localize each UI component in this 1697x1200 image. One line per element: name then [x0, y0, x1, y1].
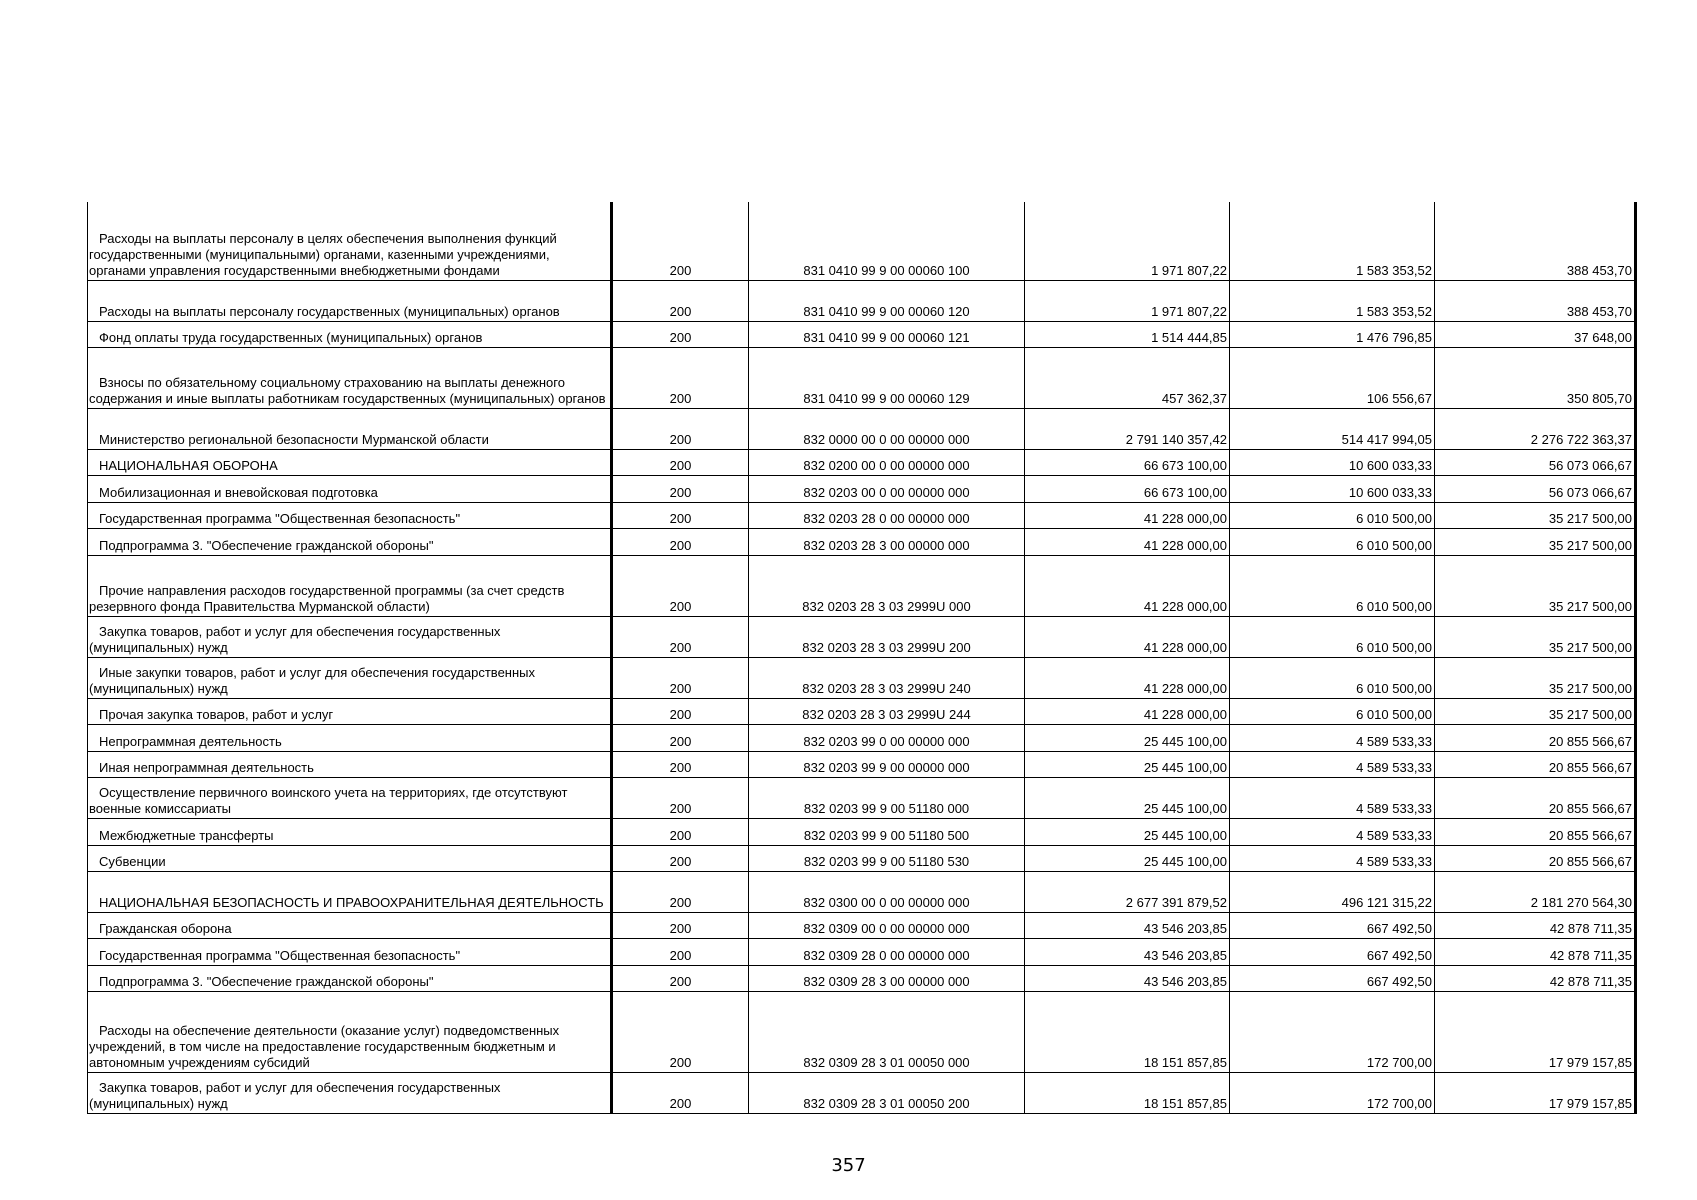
executed-amount-cell: 172 700,00 — [1230, 1072, 1435, 1113]
unexecuted-amount-cell: 20 855 566,67 — [1435, 845, 1636, 871]
line-code-cell: 200 — [612, 657, 749, 698]
row-name-cell — [88, 991, 612, 1072]
row-name-text: Осуществление первичного воинского учета на территориях, где отсутствуют военные комиссариаты — [89, 784, 568, 816]
approved-amount-cell: 1 514 444,85 — [1025, 321, 1230, 347]
table-row — [88, 818, 1636, 845]
line-code-cell: 200 — [612, 321, 749, 347]
row-name-text: Мобилизационная и вневойсковая подготовка — [99, 484, 378, 500]
approved-amount-cell: 25 445 100,00 — [1025, 845, 1230, 871]
unexecuted-amount-cell: 20 855 566,67 — [1435, 724, 1636, 751]
table-row — [88, 555, 1636, 616]
page-number: 357 — [831, 1155, 866, 1176]
unexecuted-amount-cell: 35 217 500,00 — [1435, 657, 1636, 698]
unexecuted-amount-cell: 35 217 500,00 — [1435, 502, 1636, 528]
table-row — [88, 475, 1636, 502]
budget-code-cell: 831 0410 99 9 00 00060 120 — [749, 280, 1025, 321]
executed-amount-cell: 1 583 353,52 — [1230, 280, 1435, 321]
approved-amount-cell: 18 151 857,85 — [1025, 991, 1230, 1072]
row-name-text: Субвенции — [99, 853, 166, 869]
unexecuted-amount-cell: 350 805,70 — [1435, 347, 1636, 408]
unexecuted-amount-cell: 17 979 157,85 — [1435, 991, 1636, 1072]
executed-amount-cell: 6 010 500,00 — [1230, 528, 1435, 555]
line-code-cell: 200 — [612, 912, 749, 938]
unexecuted-amount-cell: 2 181 270 564,30 — [1435, 871, 1636, 912]
budget-table-sheet — [87, 202, 1635, 1114]
line-code-cell: 200 — [612, 818, 749, 845]
approved-amount-cell: 66 673 100,00 — [1025, 475, 1230, 502]
line-code-cell: 200 — [612, 938, 749, 965]
table-row — [88, 502, 1636, 528]
approved-amount-cell: 41 228 000,00 — [1025, 502, 1230, 528]
row-name-text: Гражданская оборона — [99, 920, 232, 936]
line-code-cell: 200 — [612, 991, 749, 1072]
budget-code-cell: 832 0203 00 0 00 00000 000 — [749, 475, 1025, 502]
unexecuted-amount-cell: 20 855 566,67 — [1435, 751, 1636, 777]
row-name-text: Расходы на выплаты персоналу в целях обеспечения выполнения функций государственными (муниципальными) органами, казенными учреждениями, органами управления государственными внебюджетными фондами — [89, 230, 557, 278]
row-name-text: Иные закупки товаров, работ и услуг для обеспечения государственных (муниципальных) нужд — [89, 664, 535, 696]
table-row — [88, 528, 1636, 555]
row-name-text: Расходы на выплаты персоналу государственных (муниципальных) органов — [99, 303, 560, 319]
row-name-text: Иная непрограммная деятельность — [99, 759, 314, 775]
line-code-cell: 200 — [612, 280, 749, 321]
budget-code-cell: 831 0410 99 9 00 00060 100 — [749, 202, 1025, 280]
executed-amount-cell: 4 589 533,33 — [1230, 777, 1435, 818]
table-row — [88, 845, 1636, 871]
budget-execution-table — [87, 202, 1637, 1114]
row-name-text: Прочая закупка товаров, работ и услуг — [99, 706, 334, 722]
unexecuted-amount-cell: 42 878 711,35 — [1435, 912, 1636, 938]
executed-amount-cell: 106 556,67 — [1230, 347, 1435, 408]
budget-code-cell: 832 0203 99 9 00 51180 500 — [749, 818, 1025, 845]
row-name-cell — [88, 698, 612, 724]
table-row — [88, 408, 1636, 449]
unexecuted-amount-cell: 35 217 500,00 — [1435, 528, 1636, 555]
row-name-text: Закупка товаров, работ и услуг для обеспечения государственных (муниципальных) нужд — [89, 1079, 501, 1111]
row-name-text: НАЦИОНАЛЬНАЯ ОБОРОНА — [99, 457, 278, 473]
approved-amount-cell: 25 445 100,00 — [1025, 724, 1230, 751]
row-name-cell — [88, 555, 612, 616]
table-row — [88, 912, 1636, 938]
approved-amount-cell: 43 546 203,85 — [1025, 912, 1230, 938]
row-name-cell — [88, 280, 612, 321]
unexecuted-amount-cell: 388 453,70 — [1435, 280, 1636, 321]
unexecuted-amount-cell: 35 217 500,00 — [1435, 555, 1636, 616]
row-name-text: Государственная программа "Общественная безопасность" — [99, 510, 461, 526]
table-row — [88, 1072, 1636, 1113]
table-row — [88, 938, 1636, 965]
executed-amount-cell: 514 417 994,05 — [1230, 408, 1435, 449]
budget-code-cell: 832 0000 00 0 00 00000 000 — [749, 408, 1025, 449]
approved-amount-cell: 43 546 203,85 — [1025, 938, 1230, 965]
approved-amount-cell: 2 791 140 357,42 — [1025, 408, 1230, 449]
budget-code-cell: 832 0309 28 3 00 00000 000 — [749, 965, 1025, 991]
approved-amount-cell: 2 677 391 879,52 — [1025, 871, 1230, 912]
line-code-cell: 200 — [612, 1072, 749, 1113]
line-code-cell: 200 — [612, 555, 749, 616]
executed-amount-cell: 6 010 500,00 — [1230, 555, 1435, 616]
budget-code-cell: 832 0203 28 3 03 2999U 244 — [749, 698, 1025, 724]
row-name-text: Межбюджетные трансферты — [99, 827, 274, 843]
budget-code-cell: 832 0309 28 3 01 00050 200 — [749, 1072, 1025, 1113]
budget-code-cell: 832 0203 28 3 03 2999U 240 — [749, 657, 1025, 698]
line-code-cell: 200 — [612, 475, 749, 502]
approved-amount-cell: 41 228 000,00 — [1025, 657, 1230, 698]
row-name-cell — [88, 845, 612, 871]
unexecuted-amount-cell: 35 217 500,00 — [1435, 698, 1636, 724]
executed-amount-cell: 6 010 500,00 — [1230, 502, 1435, 528]
row-name-text: Министерство региональной безопасности Мурманской области — [99, 431, 489, 447]
row-name-cell — [88, 965, 612, 991]
executed-amount-cell: 4 589 533,33 — [1230, 751, 1435, 777]
approved-amount-cell: 41 228 000,00 — [1025, 698, 1230, 724]
row-name-text: Подпрограмма 3. "Обеспечение гражданской обороны" — [99, 537, 434, 553]
approved-amount-cell: 43 546 203,85 — [1025, 965, 1230, 991]
table-body — [88, 202, 1636, 1113]
budget-code-cell: 831 0410 99 9 00 00060 129 — [749, 347, 1025, 408]
unexecuted-amount-cell: 20 855 566,67 — [1435, 818, 1636, 845]
budget-code-cell: 832 0203 99 9 00 51180 000 — [749, 777, 1025, 818]
row-name-cell — [88, 321, 612, 347]
executed-amount-cell: 667 492,50 — [1230, 965, 1435, 991]
executed-amount-cell: 6 010 500,00 — [1230, 657, 1435, 698]
row-name-cell — [88, 818, 612, 845]
row-name-cell — [88, 347, 612, 408]
budget-code-cell: 832 0203 28 3 03 2999U 200 — [749, 616, 1025, 657]
table-row — [88, 991, 1636, 1072]
line-code-cell: 200 — [612, 777, 749, 818]
approved-amount-cell: 18 151 857,85 — [1025, 1072, 1230, 1113]
line-code-cell: 200 — [612, 528, 749, 555]
unexecuted-amount-cell: 42 878 711,35 — [1435, 938, 1636, 965]
table-row — [88, 449, 1636, 475]
unexecuted-amount-cell: 35 217 500,00 — [1435, 616, 1636, 657]
executed-amount-cell: 667 492,50 — [1230, 938, 1435, 965]
unexecuted-amount-cell: 42 878 711,35 — [1435, 965, 1636, 991]
budget-code-cell: 832 0203 28 0 00 00000 000 — [749, 502, 1025, 528]
row-name-cell — [88, 528, 612, 555]
budget-code-cell: 832 0203 99 9 00 51180 530 — [749, 845, 1025, 871]
table-row — [88, 657, 1636, 698]
executed-amount-cell: 4 589 533,33 — [1230, 845, 1435, 871]
line-code-cell: 200 — [612, 616, 749, 657]
approved-amount-cell: 457 362,37 — [1025, 347, 1230, 408]
row-name-text: Закупка товаров, работ и услуг для обеспечения государственных (муниципальных) нужд — [89, 623, 501, 655]
executed-amount-cell: 10 600 033,33 — [1230, 475, 1435, 502]
executed-amount-cell: 6 010 500,00 — [1230, 698, 1435, 724]
row-name-cell — [88, 938, 612, 965]
approved-amount-cell: 66 673 100,00 — [1025, 449, 1230, 475]
executed-amount-cell: 172 700,00 — [1230, 991, 1435, 1072]
executed-amount-cell: 10 600 033,33 — [1230, 449, 1435, 475]
line-code-cell: 200 — [612, 502, 749, 528]
line-code-cell: 200 — [612, 698, 749, 724]
budget-code-cell: 832 0300 00 0 00 00000 000 — [749, 871, 1025, 912]
row-name-cell — [88, 408, 612, 449]
executed-amount-cell: 4 589 533,33 — [1230, 818, 1435, 845]
row-name-text: Фонд оплаты труда государственных (муниципальных) органов — [99, 329, 483, 345]
row-name-cell — [88, 616, 612, 657]
budget-code-cell: 832 0203 28 3 03 2999U 000 — [749, 555, 1025, 616]
budget-code-cell: 832 0203 28 3 00 00000 000 — [749, 528, 1025, 555]
budget-code-cell: 832 0203 99 0 00 00000 000 — [749, 724, 1025, 751]
row-name-cell — [88, 475, 612, 502]
approved-amount-cell: 1 971 807,22 — [1025, 202, 1230, 280]
budget-code-cell: 831 0410 99 9 00 00060 121 — [749, 321, 1025, 347]
line-code-cell: 200 — [612, 871, 749, 912]
row-name-text: НАЦИОНАЛЬНАЯ БЕЗОПАСНОСТЬ И ПРАВООХРАНИТЕЛЬНАЯ ДЕЯТЕЛЬНОСТЬ — [99, 894, 604, 910]
line-code-cell: 200 — [612, 408, 749, 449]
line-code-cell: 200 — [612, 751, 749, 777]
executed-amount-cell: 667 492,50 — [1230, 912, 1435, 938]
approved-amount-cell: 41 228 000,00 — [1025, 616, 1230, 657]
table-row — [88, 965, 1636, 991]
unexecuted-amount-cell: 56 073 066,67 — [1435, 449, 1636, 475]
unexecuted-amount-cell: 388 453,70 — [1435, 202, 1636, 280]
table-row — [88, 202, 1636, 280]
row-name-cell — [88, 912, 612, 938]
row-name-text: Непрограммная деятельность — [99, 733, 282, 749]
line-code-cell: 200 — [612, 965, 749, 991]
row-name-cell — [88, 724, 612, 751]
table-row — [88, 280, 1636, 321]
line-code-cell: 200 — [612, 724, 749, 751]
approved-amount-cell: 25 445 100,00 — [1025, 751, 1230, 777]
row-name-cell — [88, 871, 612, 912]
approved-amount-cell: 1 971 807,22 — [1025, 280, 1230, 321]
executed-amount-cell: 4 589 533,33 — [1230, 724, 1435, 751]
unexecuted-amount-cell: 37 648,00 — [1435, 321, 1636, 347]
unexecuted-amount-cell: 56 073 066,67 — [1435, 475, 1636, 502]
table-row — [88, 871, 1636, 912]
row-name-cell — [88, 777, 612, 818]
budget-code-cell: 832 0200 00 0 00 00000 000 — [749, 449, 1025, 475]
unexecuted-amount-cell: 2 276 722 363,37 — [1435, 408, 1636, 449]
budget-code-cell: 832 0309 28 3 01 00050 000 — [749, 991, 1025, 1072]
row-name-text: Расходы на обеспечение деятельности (оказание услуг) подведомственных учреждений, в том числе на предоставление государственным бюджетным и автономным учреждениям субсидий — [89, 1022, 560, 1070]
budget-code-cell: 832 0309 28 0 00 00000 000 — [749, 938, 1025, 965]
unexecuted-amount-cell: 17 979 157,85 — [1435, 1072, 1636, 1113]
approved-amount-cell: 25 445 100,00 — [1025, 818, 1230, 845]
row-name-cell — [88, 1072, 612, 1113]
row-name-text: Подпрограмма 3. "Обеспечение гражданской обороны" — [99, 973, 434, 989]
row-name-cell — [88, 657, 612, 698]
line-code-cell: 200 — [612, 202, 749, 280]
unexecuted-amount-cell: 20 855 566,67 — [1435, 777, 1636, 818]
table-row — [88, 724, 1636, 751]
row-name-cell — [88, 502, 612, 528]
approved-amount-cell: 41 228 000,00 — [1025, 528, 1230, 555]
executed-amount-cell: 1 476 796,85 — [1230, 321, 1435, 347]
table-row — [88, 698, 1636, 724]
table-row — [88, 616, 1636, 657]
executed-amount-cell: 6 010 500,00 — [1230, 616, 1435, 657]
table-row — [88, 751, 1636, 777]
budget-code-cell: 832 0203 99 9 00 00000 000 — [749, 751, 1025, 777]
line-code-cell: 200 — [612, 347, 749, 408]
row-name-text: Государственная программа "Общественная безопасность" — [99, 947, 461, 963]
line-code-cell: 200 — [612, 845, 749, 871]
table-row — [88, 777, 1636, 818]
budget-code-cell: 832 0309 00 0 00 00000 000 — [749, 912, 1025, 938]
row-name-cell — [88, 751, 612, 777]
approved-amount-cell: 41 228 000,00 — [1025, 555, 1230, 616]
approved-amount-cell: 25 445 100,00 — [1025, 777, 1230, 818]
row-name-text: Взносы по обязательному социальному страхованию на выплаты денежного содержания и иные выплаты работникам государственных (муниципальных) органов — [89, 374, 606, 406]
line-code-cell: 200 — [612, 449, 749, 475]
row-name-text: Прочие направления расходов государственной программы (за счет средств резервного фонда Правительства Мурманской области) — [89, 582, 565, 614]
executed-amount-cell: 1 583 353,52 — [1230, 202, 1435, 280]
row-name-cell — [88, 449, 612, 475]
executed-amount-cell: 496 121 315,22 — [1230, 871, 1435, 912]
row-name-cell — [88, 202, 612, 280]
table-row — [88, 347, 1636, 408]
table-row — [88, 321, 1636, 347]
